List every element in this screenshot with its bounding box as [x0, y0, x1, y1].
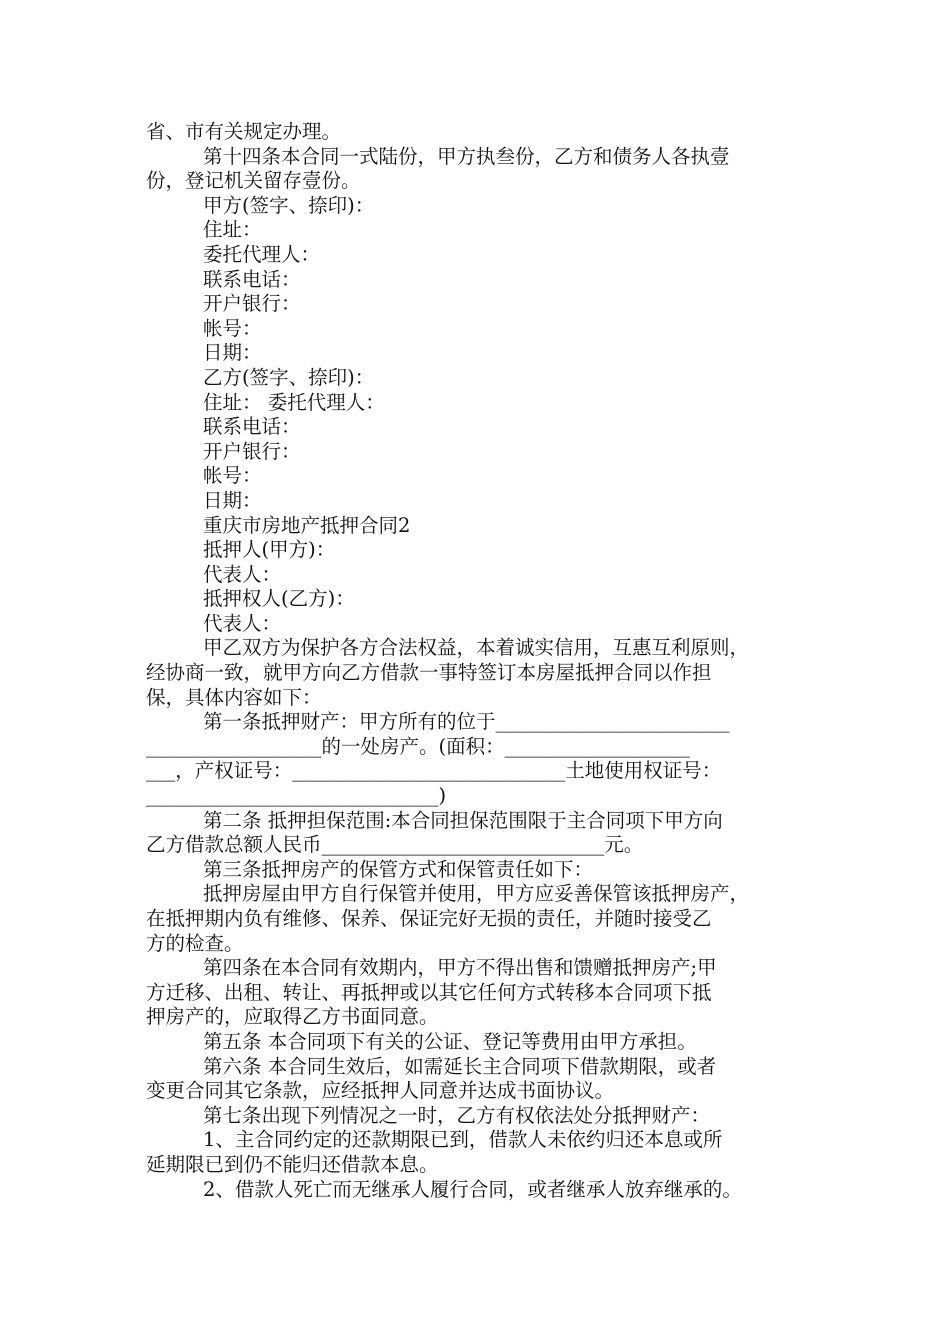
text-line: ___，产权证号：____________________________土地使用权证号： [146, 759, 722, 783]
text-line: 经协商一致，就甲方向乙方借款一事特签订本房屋抵押合同以作担 [146, 661, 712, 685]
text-line: 开户银行： [203, 292, 301, 316]
text-line: 乙方(签字、捺印)： [203, 365, 375, 389]
text-line: 抵押权人(乙方)： [203, 587, 355, 611]
text-line: ______________________________) [146, 784, 447, 808]
text-line: 抵押房屋由甲方自行保管并使用，甲方应妥善保管该抵押房产， [203, 882, 750, 906]
text-line: 变更合同其它条款，应经抵押人同意并达成书面协议。 [146, 1079, 615, 1103]
text-line: 帐号： [203, 316, 262, 340]
text-line: 押房产的，应取得乙方书面同意。 [146, 1005, 439, 1029]
text-line: 在抵押期内负有维修、保养、保证完好无损的责任，并随时接受乙 [146, 907, 712, 930]
text-line: 日期： [203, 341, 262, 365]
text-line: 开户银行： [203, 439, 301, 463]
text-line: 保，具体内容如下： [146, 685, 322, 709]
text-line: 委托代理人： [203, 242, 321, 266]
text-line: __________________的一处房产。(面积：___________________ [146, 734, 690, 758]
text-line: 延期限已到仍不能归还借款本息。 [146, 1152, 439, 1176]
text-line: 住址： [203, 218, 262, 242]
text-line: 省、市有关规定办理。 [146, 120, 342, 143]
text-line: 第一条抵押财产：甲方所有的位于________________________ [203, 710, 730, 734]
text-line: 方的检查。 [146, 931, 244, 955]
text-line: 份，登记机关留存壹份。 [146, 169, 361, 193]
text-line: 1、主合同约定的还款期限已到，借款人未依约归还本息或所 [203, 1128, 723, 1152]
text-line: 帐号： [203, 464, 262, 488]
text-line: 第四条在本合同有效期内，甲方不得出售和馈赠抵押房产;甲 [203, 956, 717, 980]
text-line: 联系电话： [203, 415, 301, 439]
text-line: 2、借款人死亡而无继承人履行合同，或者继承人放弃继承的。 [203, 1177, 742, 1201]
text-line: 代表人： [203, 562, 282, 586]
text-line: 第三条抵押房产的保管方式和保管责任如下： [203, 857, 594, 881]
text-line: 甲方(签字、捺印)： [203, 193, 375, 217]
text-line: 重庆市房地产抵押合同2 [203, 513, 411, 537]
text-line: 代表人： [203, 611, 282, 635]
text-line: 方迁移、出租、转让、再抵押或以其它任何方式转移本合同项下抵 [146, 980, 712, 1004]
text-line: 乙方借款总额人民币_____________________________元。 [146, 833, 644, 857]
text-line: 联系电话： [203, 267, 301, 291]
text-line: 第二条 抵押担保范围:本合同担保范围限于主合同项下甲方向 [203, 808, 723, 832]
text-line: 第五条 本合同项下有关的公证、登记等费用由甲方承担。 [203, 1029, 697, 1053]
text-line: 抵押人(甲方)： [203, 538, 336, 562]
text-line: 第六条 本合同生效后，如需延长主合同项下借款期限，或者 [203, 1054, 717, 1078]
text-line: 住址： 委托代理人： [203, 390, 385, 414]
text-line: 第十四条本合同一式陆份，甲方执叁份，乙方和债务人各执壹 [203, 144, 730, 168]
text-line: 第七条出现下列情况之一时，乙方有权依法处分抵押财产： [203, 1103, 711, 1127]
text-line: 日期： [203, 488, 262, 512]
text-line: 甲乙双方为保护各方合法权益，本着诚实信用，互惠互利原则， [203, 636, 750, 660]
document-body [146, 120, 814, 1202]
